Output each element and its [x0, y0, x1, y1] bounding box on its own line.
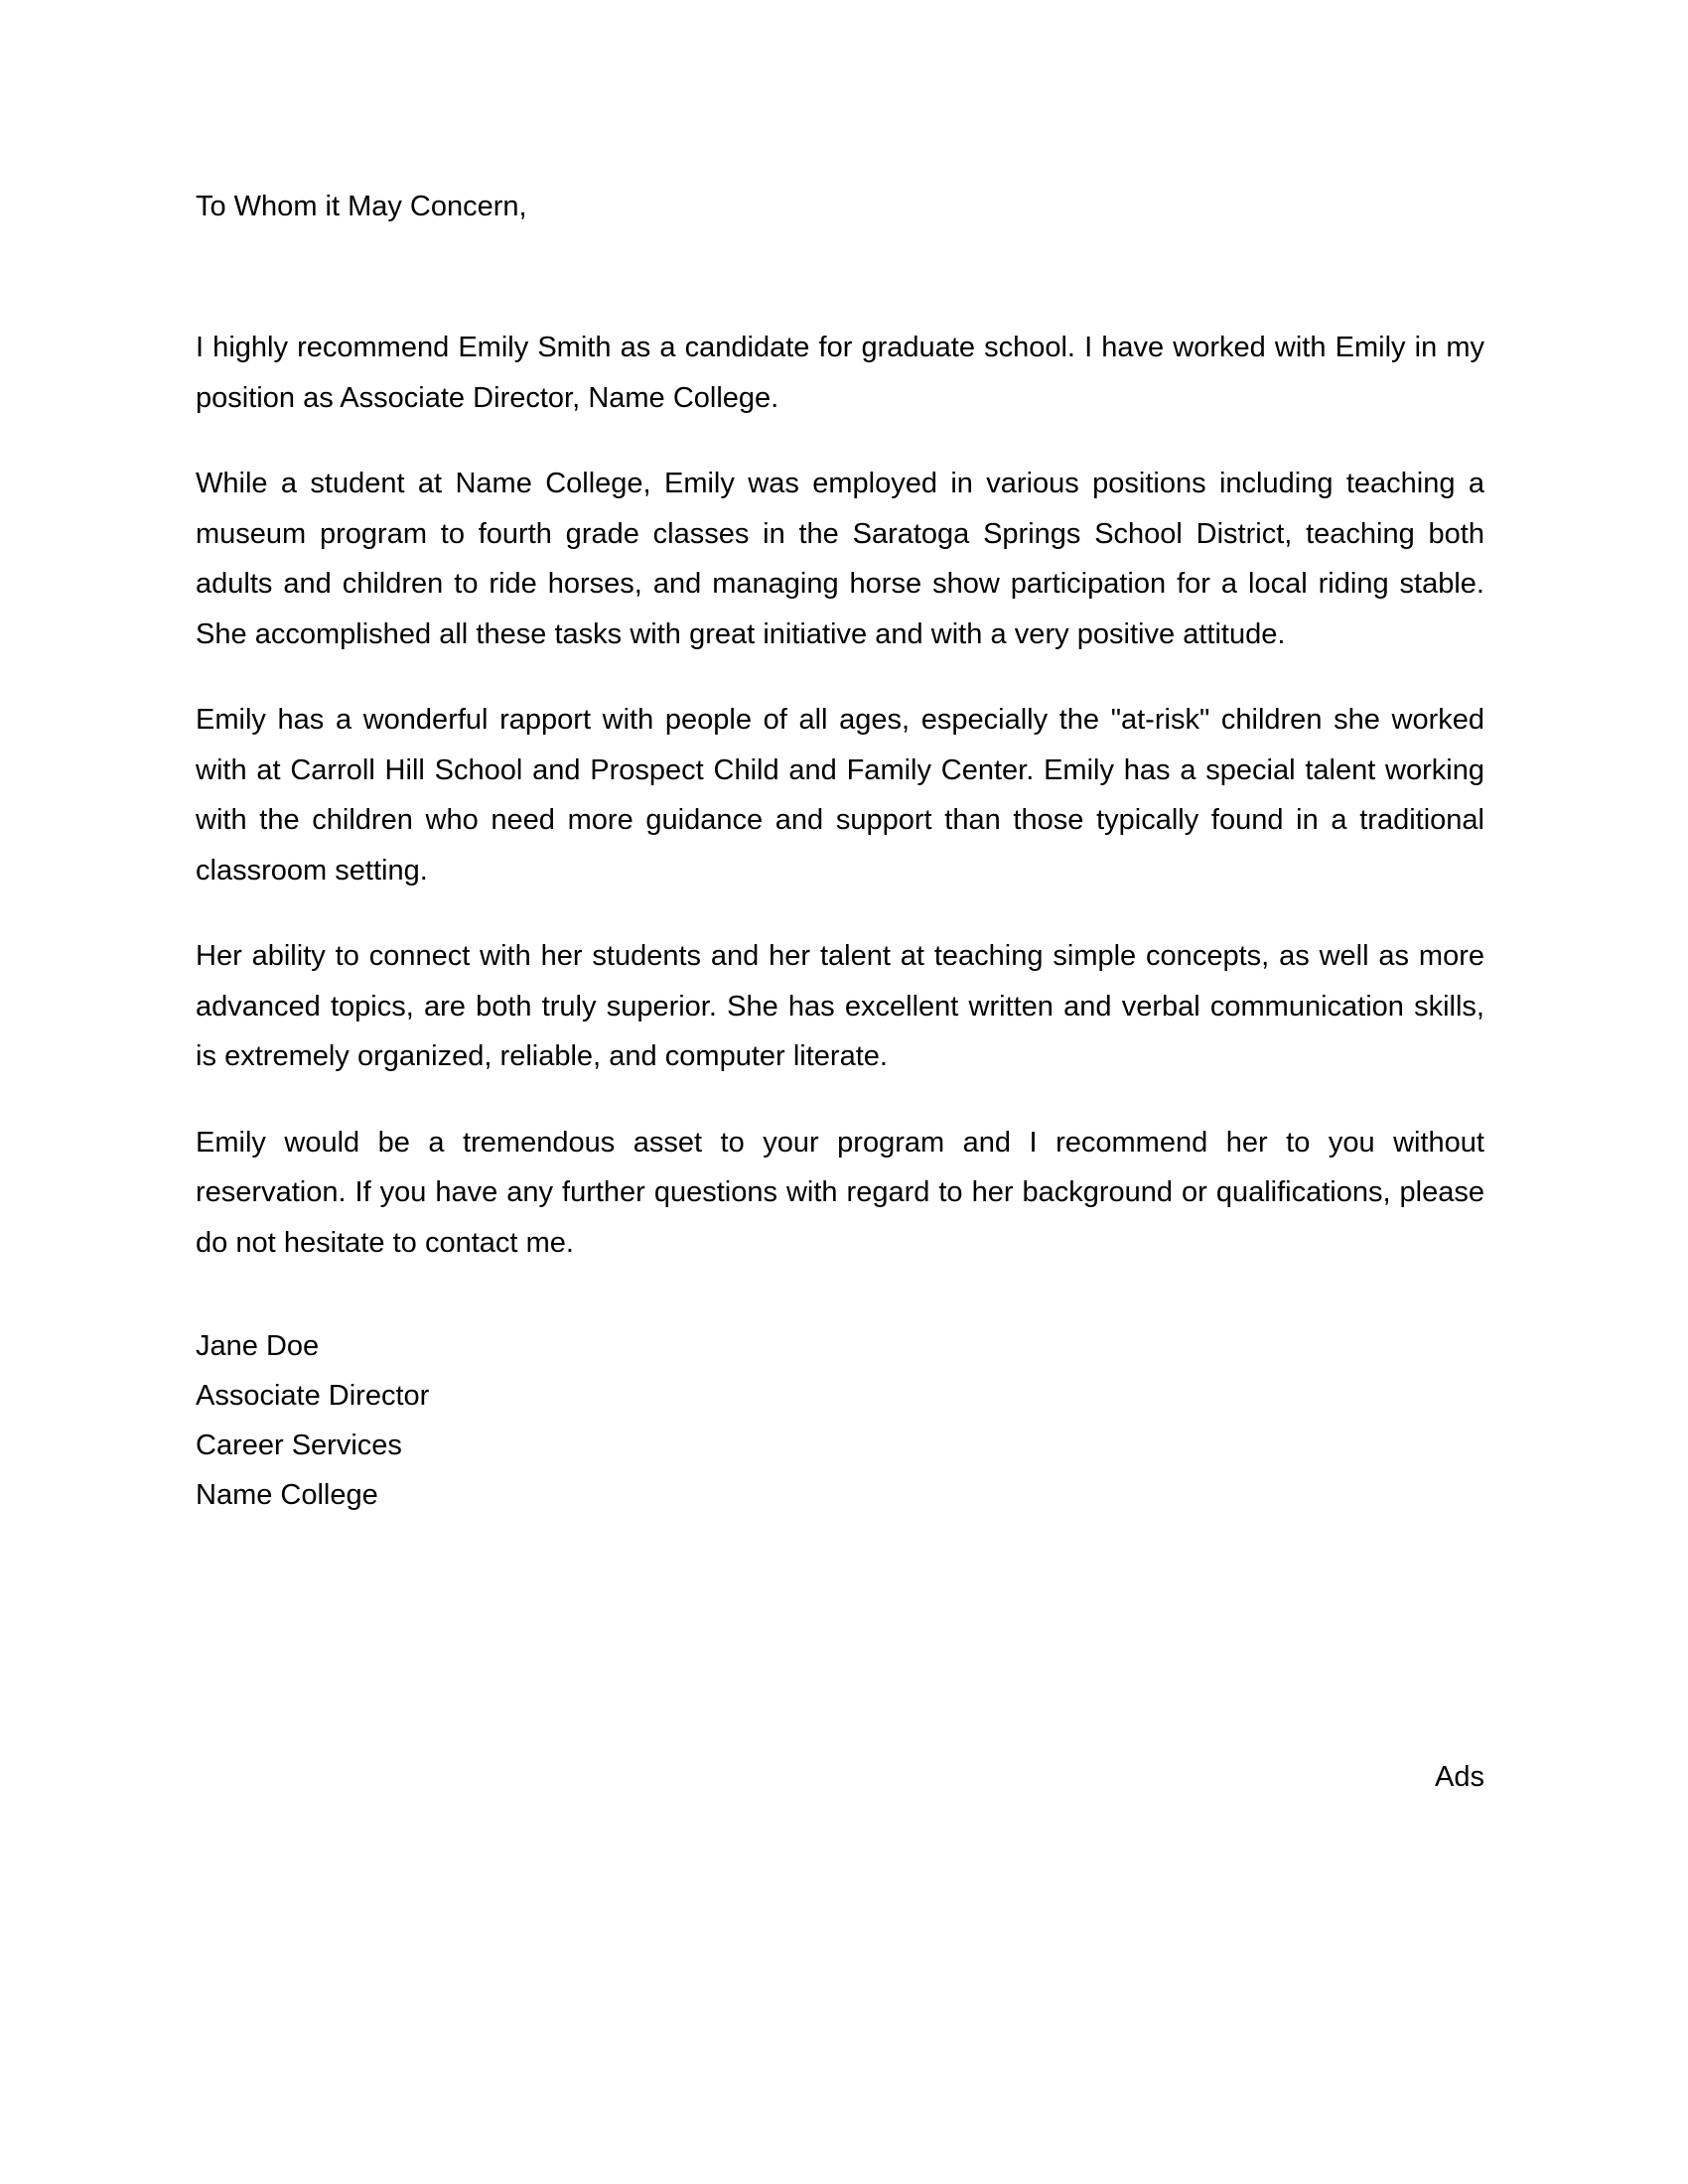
- ads-label: Ads: [1435, 1761, 1484, 1793]
- letter-paragraph-3: Emily has a wonderful rapport with people of all ages, especially the "at-risk" children she worked with at Carroll Hill School and Prospect Child and Family Center. Emily has a special talent working with the children who need more guidance and support than those typically found in a traditional classroom setting.: [196, 704, 1484, 887]
- signature-name: Jane Doe: [196, 1330, 320, 1362]
- letter-body: [196, 0, 1484, 1520]
- signature-title: Associate Director: [196, 1380, 430, 1412]
- letter-paragraph-1: I highly recommend Emily Smith as a candidate for graduate school. I have worked with Emily in my position as Associate Director, Name College.: [196, 332, 1484, 414]
- letter-salutation: To Whom it May Concern,: [196, 191, 527, 222]
- letter-paragraph-2: While a student at Name College, Emily was employed in various positions including teaching a museum program to fourth grade classes in the Saratoga Springs School District, teaching both adults and children to ride horses, and managing horse show participation for a local riding stable. She accomplished all these tasks with great initiative and with a very positive attitude.: [196, 468, 1484, 650]
- signature-organization: Name College: [196, 1479, 378, 1511]
- letter-paragraph-4: Her ability to connect with her students and her talent at teaching simple concepts, as well as more advanced topics, are both truly superior. She has excellent written and verbal communication skills, is extremely organized, reliable, and computer literate.: [196, 940, 1484, 1072]
- signature-block: [196, 1321, 1484, 1520]
- letter-paragraph-5: Emily would be a tremendous asset to your program and I recommend her to you without reservation. If you have any further questions with regard to her background or qualifications, please do not hesitate to contact me.: [196, 1126, 1484, 1259]
- letter-paragraphs: [196, 323, 1484, 1268]
- signature-department: Career Services: [196, 1430, 402, 1461]
